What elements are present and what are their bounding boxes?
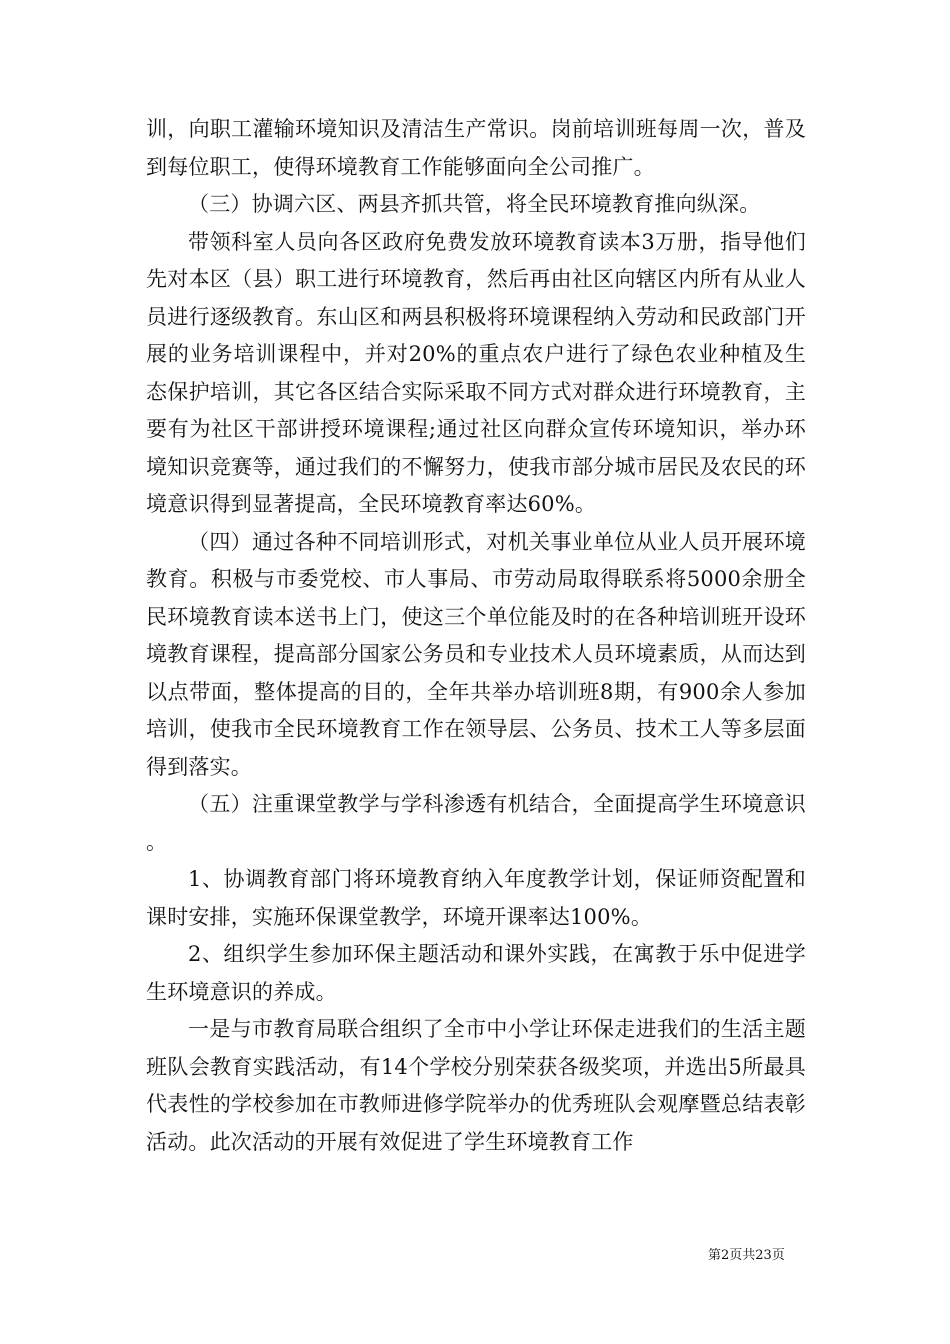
paragraph-3: 带领科室人员向各区政府免费发放环境教育读本3万册，指导他们先对本区（县）职工进行环境教育，然后再由社区向辖区内所有从业人员进行逐级教育。东山区和两县积极将环境课程纳入劳动和民政部门开展的业务培训课程中，并对20%的重点农户进行了绿色农业种植及生态保护培训，其它各区结合实际采取不同方式对群众进行环境教育，主要有为社区干部讲授环境课程;通过社区向群众宣传环境知识，举办环境知识竞赛等，通过我们的不懈努力，使我市部分城市居民及农民的环境意识得到显著提高，全民环境教育率达60%。: [146, 229, 806, 516]
paragraph-5: （五）注重课堂教学与学科渗透有机结合，全面提高学生环境意识。: [146, 792, 806, 854]
document-body: [146, 111, 806, 1161]
paragraph-8: 一是与市教育局联合组织了全市中小学让环保走进我们的生活主题班队会教育实践活动，有14个学校分别荣获各级奖项，并选出5所最具代表性的学校参加在市教师进修学院举办的优秀班队会观摩暨总结表彰活动。此次活动的开展有效促进了学生环境教育工作: [146, 1017, 806, 1154]
paragraph-6: 1、协调教育部门将环境教育纳入年度教学计划，保证师资配置和课时安排，实施环保课堂教学，环境开课率达100%。: [146, 867, 806, 929]
paragraph-1: 训，向职工灌输环境知识及清洁生产常识。岗前培训班每周一次，普及到每位职工，使得环境教育工作能够面向全公司推广。: [146, 117, 806, 179]
page-number: 第2页共23页: [708, 1248, 785, 1263]
paragraph-7: 2、组织学生参加环保主题活动和课外实践，在寓教于乐中促进学生环境意识的养成。: [146, 942, 806, 1004]
paragraph-2: （三）协调六区、两县齐抓共管，将全民环境教育推向纵深。: [188, 192, 761, 216]
paragraph-4: （四）通过各种不同培训形式，对机关事业单位从业人员开展环境教育。积极与市委党校、市人事局、市劳动局取得联系将5000余册全民环境教育读本送书上门，使这三个单位能及时的在各种培训班开设环境教育课程，提高部分国家公务员和专业技术人员环境素质，从而达到以点带面，整体提高的目的，全年共举办培训班8期，有900余人参加培训，使我市全民环境教育工作在领导层、公务员、技术工人等多层面得到落实。: [146, 529, 806, 779]
